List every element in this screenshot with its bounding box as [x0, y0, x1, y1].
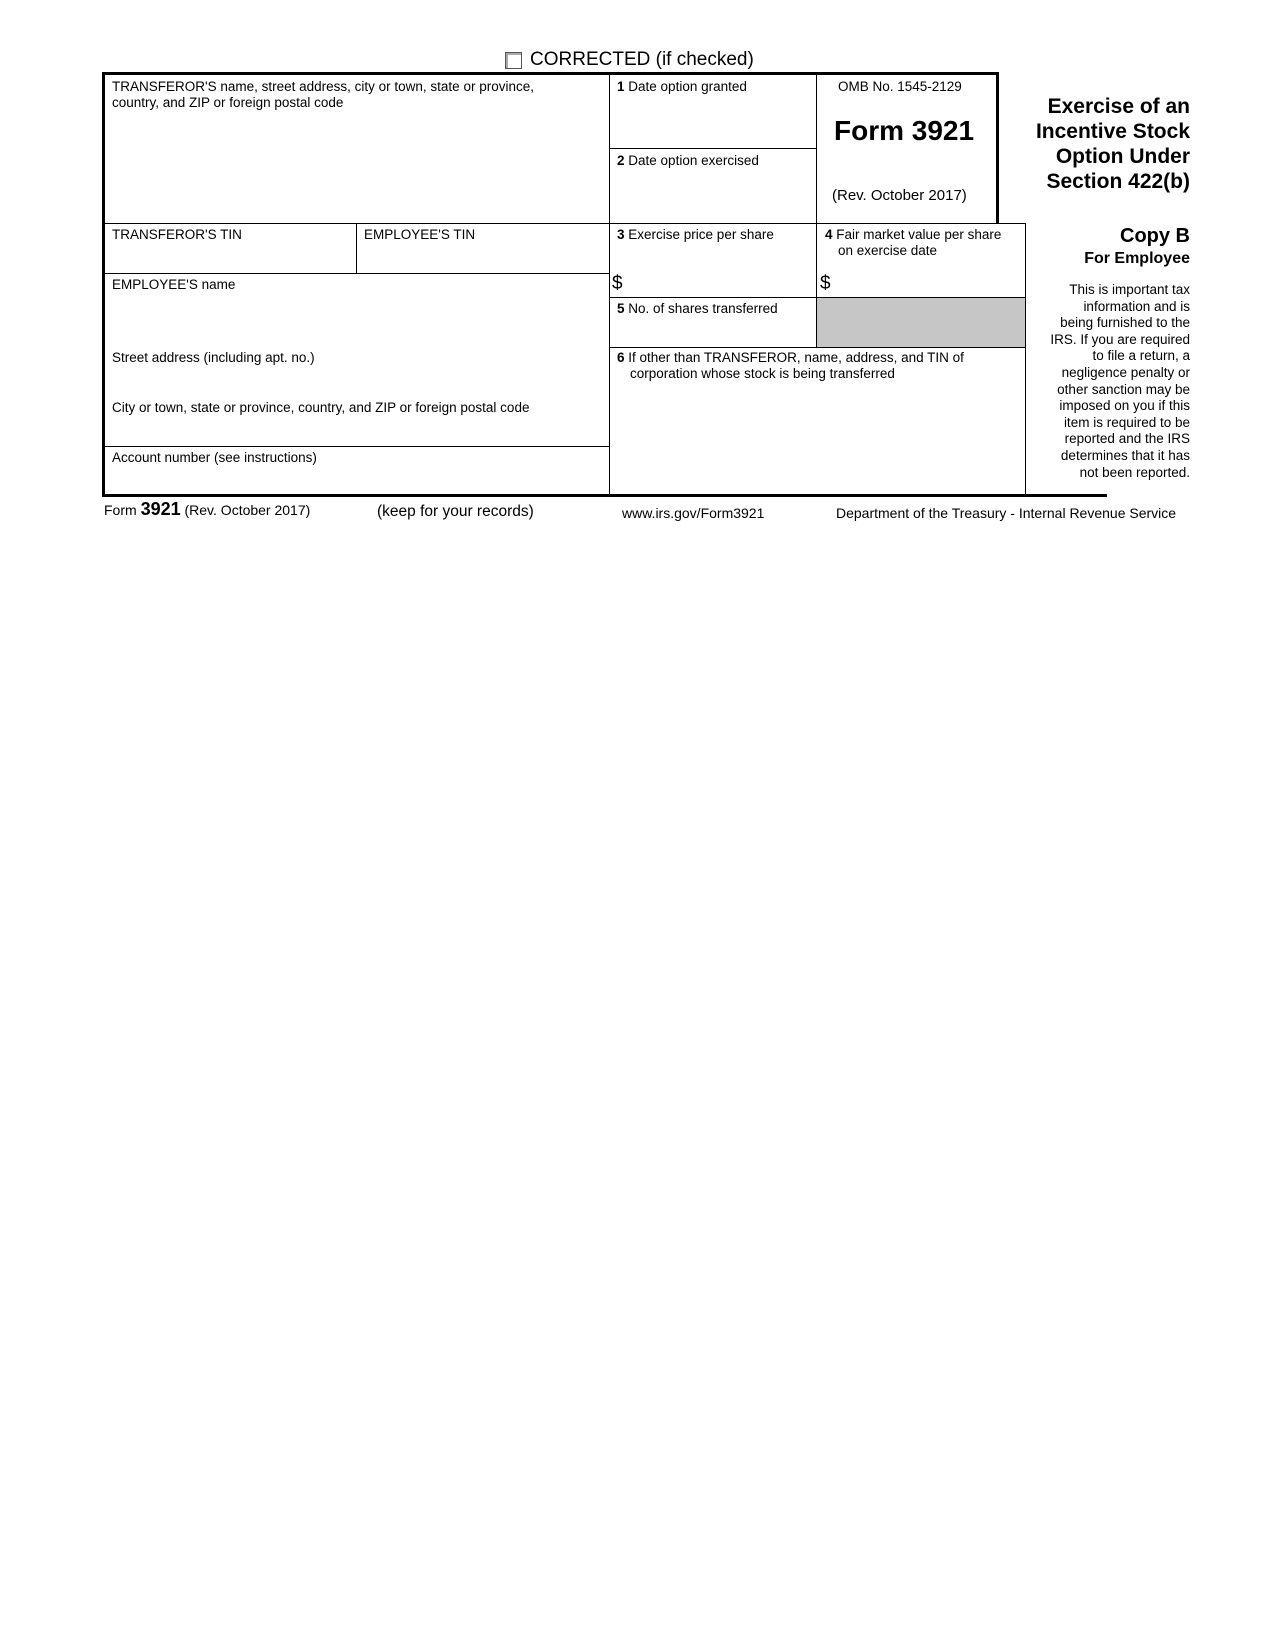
box3-number: 3	[617, 227, 625, 242]
employee-tin-field[interactable]	[359, 245, 607, 271]
side-title-line4: Section 422(b)	[1046, 170, 1190, 193]
account-field[interactable]	[105, 468, 605, 492]
row-divider-top	[102, 223, 1026, 224]
box5-box6-divider	[609, 347, 1025, 348]
notice-line: imposed on you if this	[1059, 398, 1190, 414]
transferor-tin-label: TRANSFEROR'S TIN	[112, 227, 242, 242]
transferor-block-field[interactable]	[105, 115, 605, 220]
col-divider-main	[609, 73, 610, 495]
notice-line: IRS. If you are required	[1050, 331, 1190, 347]
street-field[interactable]	[105, 368, 605, 394]
box4-text-line1: Fair market value per share	[836, 227, 1002, 242]
box1-field[interactable]	[612, 98, 812, 145]
notice-line: to file a return, a	[1092, 348, 1190, 364]
box2-text: Date option exercised	[628, 153, 759, 168]
box1-text: Date option granted	[628, 79, 747, 94]
side-title	[1000, 94, 1190, 194]
box6-text-line2: corporation whose stock is being transferred	[630, 366, 895, 381]
box2-label	[617, 153, 759, 169]
box5-number: 5	[617, 301, 625, 316]
omb-right-border	[996, 72, 999, 224]
box4-currency: $	[820, 273, 831, 294]
box3-label	[617, 227, 774, 243]
box3-field[interactable]	[626, 270, 812, 295]
footer-revision: (Rev. October 2017)	[184, 502, 311, 518]
form-title: Form 3921	[834, 115, 975, 146]
copy-subtitle: For Employee	[1084, 250, 1190, 267]
box6-field[interactable]	[612, 386, 1022, 491]
box3-text: Exercise price per share	[628, 227, 774, 242]
notice-line: determines that it has	[1060, 447, 1190, 463]
box5-field[interactable]	[612, 318, 812, 345]
transferor-block-label: TRANSFEROR'S name, street address, city or town, state or province, country, and ZIP or foreign postal code	[112, 79, 534, 110]
employee-tin-label: EMPLOYEE'S TIN	[364, 227, 476, 242]
notice-line: negligence penalty or	[1061, 364, 1190, 380]
box1-box2-divider	[609, 148, 816, 149]
box4-field[interactable]	[834, 270, 1022, 295]
notice-line: item is required to be	[1063, 414, 1190, 430]
footer-url[interactable]: www.irs.gov/Form3921	[622, 505, 765, 521]
box5-text: No. of shares transferred	[628, 301, 778, 316]
footer-form-id	[104, 499, 310, 520]
copy-title: Copy B	[1120, 225, 1190, 247]
footer-form-number: 3921	[140, 499, 181, 519]
box1-number: 1	[617, 79, 625, 94]
footer-department: Department of the Treasury - Internal Revenue Service	[836, 505, 1177, 521]
tin-divider	[356, 223, 357, 273]
tin-row-divider	[102, 273, 609, 274]
notice-line: not been reported.	[1079, 464, 1190, 480]
omb-revision: (Rev. October 2017)	[832, 187, 967, 204]
box1-label	[617, 79, 747, 95]
omb-number: OMB No. 1545-2129	[838, 79, 962, 94]
corrected-label: CORRECTED (if checked)	[530, 49, 754, 70]
side-title-line1: Exercise of an	[1047, 95, 1190, 118]
notice-line: reported and the IRS	[1064, 431, 1190, 447]
box2-number: 2	[617, 153, 625, 168]
transferor-tin-field[interactable]	[105, 245, 353, 271]
box2-field[interactable]	[612, 172, 812, 220]
box4-number: 4	[825, 227, 833, 242]
side-title-line3: Option Under	[1055, 145, 1190, 168]
corrected-row	[505, 49, 754, 71]
city-field[interactable]	[105, 418, 605, 444]
notice-line: information and is	[1083, 298, 1190, 314]
box6-text-line1: If other than TRANSFEROR, name, address, and TIN of	[628, 350, 964, 365]
box6-number: 6	[617, 350, 625, 365]
footer-form-word: Form	[104, 502, 137, 518]
box5-label	[617, 301, 778, 317]
city-label: City or town, state or province, country, and ZIP or foreign postal code	[112, 400, 530, 415]
corrected-checkbox[interactable]	[505, 52, 522, 69]
box4-text-line2: on exercise date	[838, 243, 938, 258]
box4-label	[825, 227, 1025, 259]
notice-text	[1030, 282, 1190, 481]
employee-name-label: EMPLOYEE'S name	[112, 277, 236, 292]
notice-line: being furnished to the	[1060, 315, 1190, 331]
footer-keep: (keep for your records)	[377, 503, 534, 520]
box3-currency: $	[612, 273, 623, 294]
employee-name-field[interactable]	[105, 295, 605, 345]
notice-line: other sanction may be	[1057, 381, 1190, 397]
account-label: Account number (see instructions)	[112, 450, 317, 465]
form-top-border	[102, 72, 997, 75]
street-label: Street address (including apt. no.)	[112, 350, 315, 365]
notice-line: This is important tax	[1069, 282, 1190, 297]
box6-label	[617, 350, 1017, 382]
account-divider	[102, 446, 609, 447]
col-divider-copy	[1025, 223, 1026, 495]
side-title-line2: Incentive Stock	[1035, 120, 1190, 143]
form-bottom-border	[102, 494, 1107, 497]
shaded-box	[817, 298, 1025, 347]
